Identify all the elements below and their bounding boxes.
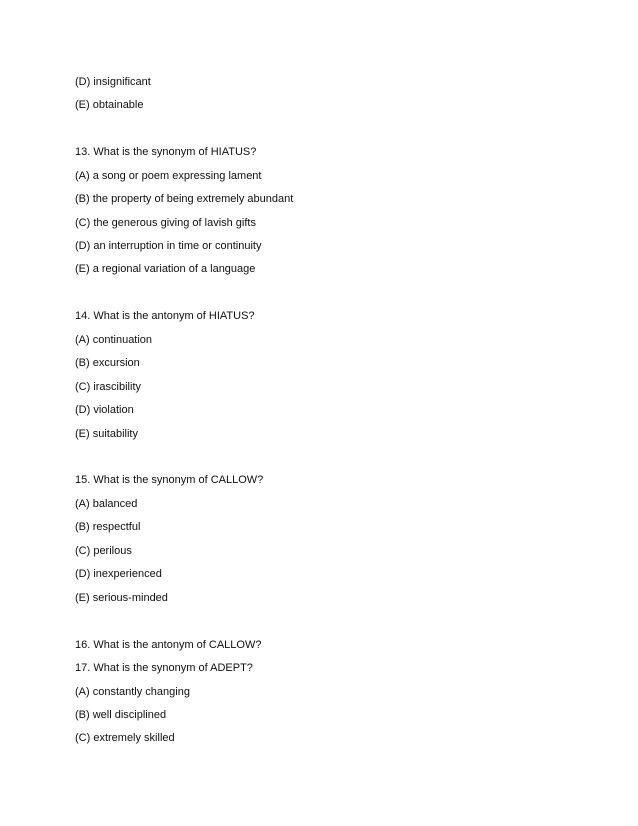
question-13-option-c: (C) the generous giving of lavish gifts: [75, 217, 256, 229]
question-15-option-e: (E) serious-minded: [75, 592, 168, 604]
question-17-option-b: (B) well disciplined: [75, 709, 167, 721]
question-13-option-d: (D) an interruption in time or continuity: [75, 240, 262, 252]
question-13-option-a: (A) a song or poem expressing lament: [75, 170, 262, 182]
question-13: 13. What is the synonym of HIATUS?: [75, 146, 257, 158]
question-15-option-c: (C) perilous: [75, 545, 132, 557]
question-17-option-c: (C) extremely skilled: [75, 732, 175, 744]
question-15: 15. What is the synonym of CALLOW?: [75, 474, 264, 486]
question-14-option-b: (B) excursion: [75, 357, 140, 369]
question-13-option-b: (B) the property of being extremely abundant: [75, 193, 294, 205]
option-d-insignificant: (D) insignificant: [75, 76, 151, 88]
question-14-option-c: (C) irascibility: [75, 381, 141, 393]
question-13-option-e: (E) a regional variation of a language: [75, 263, 256, 275]
question-17: 17. What is the synonym of ADEPT?: [75, 662, 253, 674]
question-14: 14. What is the antonym of HIATUS?: [75, 310, 255, 322]
question-16: 16. What is the antonym of CALLOW?: [75, 639, 262, 651]
question-17-option-a: (A) constantly changing: [75, 686, 190, 698]
option-e-obtainable: (E) obtainable: [75, 99, 144, 111]
question-14-option-d: (D) violation: [75, 404, 134, 416]
question-15-option-d: (D) inexperienced: [75, 568, 162, 580]
question-15-option-a: (A) balanced: [75, 498, 138, 510]
question-15-option-b: (B) respectful: [75, 521, 141, 533]
question-14-option-e: (E) suitability: [75, 428, 138, 440]
question-14-option-a: (A) continuation: [75, 334, 153, 346]
